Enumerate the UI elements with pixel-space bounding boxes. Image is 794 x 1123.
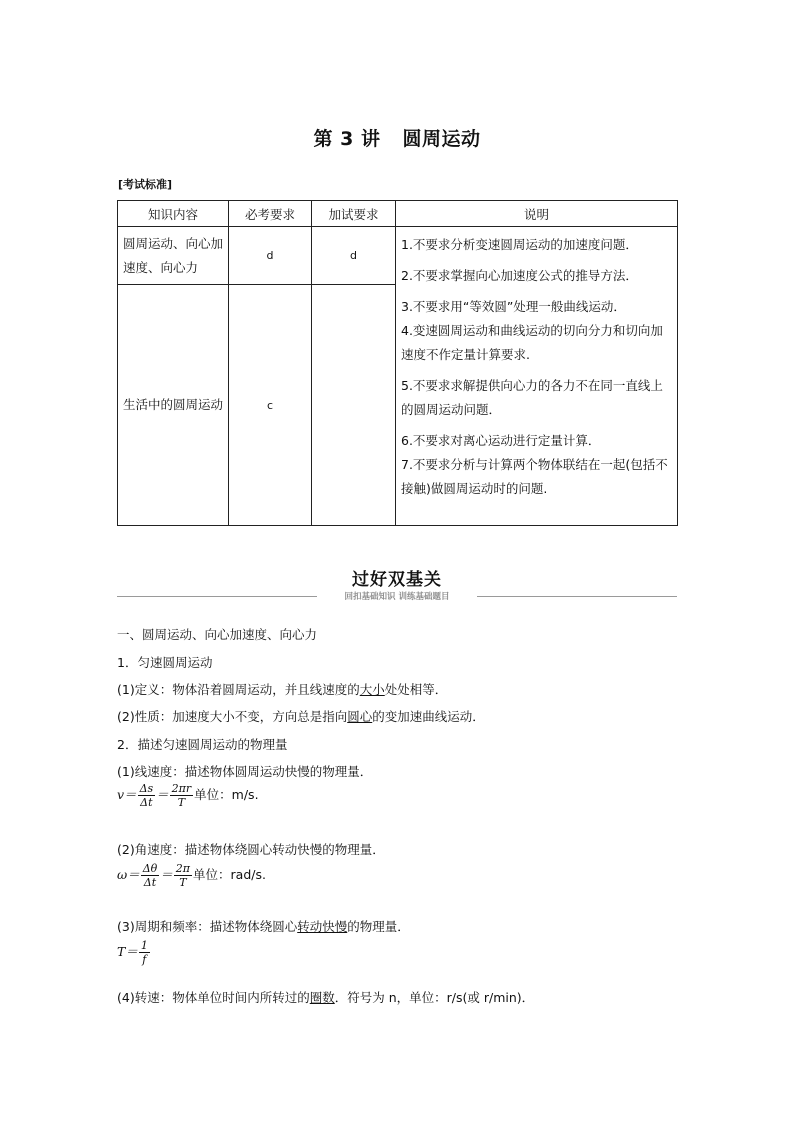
extra-cell: d (312, 227, 396, 285)
exam-standard-label: [考试标准] (118, 178, 173, 191)
property-line: (2)性质：加速度大小不变，方向总是指向圆心的变加速曲线运动． (117, 709, 485, 724)
fraction: $\frac{\Delta\theta}{\Delta t}$ (142, 862, 158, 889)
note-item: 7.不要求分析与计算两个物体联结在一起(包括不接触)做圆周运动时的问题. (401, 457, 668, 496)
header-knowledge: 知识内容 (118, 201, 229, 227)
exam-standard-table (117, 200, 678, 526)
fraction: $\frac{2\pi}{T}$ (175, 862, 191, 889)
page-title (0, 124, 794, 151)
rotation-speed-line: (4)转速：物体单位时间内所转过的圈数．符号为 n，单位：r/s(或 r/min)． (117, 990, 535, 1005)
note-item: 5.不要求求解提供向心力的各力不在同一直线上的圆周运动问题． (401, 378, 663, 417)
section-subtitle: 回扣基础知识 训练基础题目 (344, 592, 450, 602)
extra-cell (312, 285, 396, 526)
table-header-row (118, 201, 678, 227)
fraction: $\frac{2\pi r}{T}$ (171, 782, 192, 809)
angular-velocity-line: (2)角速度：描述物体绕圆心转动快慢的物理量． (117, 842, 385, 857)
note-item: 6.不要求对离心运动进行定量计算． (401, 433, 601, 448)
linear-velocity-line: (1)线速度：描述物体圆周运动快慢的物理量． (117, 764, 373, 779)
header-notes: 说明 (396, 201, 678, 227)
period-formula: T＝ $\frac{1}{f}$ (117, 939, 148, 966)
blank-answer: 大小 (359, 682, 385, 697)
note-item: 2.不要求掌握向心加速度公式的推导方法． (401, 268, 638, 283)
notes-cell (396, 227, 678, 526)
required-cell: d (229, 227, 312, 285)
table-row (118, 227, 678, 285)
note-item: 1.不要求分析变速圆周运动的加速度问题． (401, 237, 638, 252)
blank-answer: 圈数 (309, 990, 335, 1005)
subheading: 1．匀速圆周运动 (117, 655, 213, 670)
blank-answer: 转动快慢 (297, 919, 348, 934)
fraction: $\frac{1}{f}$ (140, 939, 148, 966)
lecture-number: 第 3 讲 (313, 128, 381, 150)
section-header (0, 565, 794, 602)
note-item: 3.不要求用“等效圆”处理一般曲线运动． (401, 299, 626, 314)
period-line: (3)周期和频率：描述物体绕圆心转动快慢的物理量． (117, 919, 410, 934)
heading-one: 一、圆周运动、向心加速度、向心力 (117, 627, 318, 642)
note-item: 4.变速圆周运动和曲线运动的切向分力和切向加速度不作定量计算要求. (401, 323, 663, 362)
lecture-topic: 圆周运动 (402, 128, 481, 150)
header-required: 必考要求 (229, 201, 312, 227)
blank-answer: 圆心 (347, 709, 373, 724)
definition-line: (1)定义：物体沿着圆周运动，并且线速度的大小处处相等． (117, 682, 448, 697)
required-cell: c (229, 285, 312, 526)
angular-formula: ω＝ $\frac{\Delta\theta}{\Delta t}$ ＝ $\frac{2\pi}{T}$ 单位：rad/s. (117, 862, 266, 889)
topic-cell: 圆周运动、向心加速度、向心力 (118, 227, 229, 285)
velocity-formula: v＝ $\frac{\Delta s}{\Delta t}$ ＝ $\frac{2\pi r}{T}$ 单位：m/s. (117, 782, 259, 809)
subheading: 2．描述匀速圆周运动的物理量 (117, 737, 288, 752)
section-title: 过好双基关 (352, 570, 442, 590)
fraction: $\frac{\Delta s}{\Delta t}$ (139, 782, 154, 809)
header-extra: 加试要求 (312, 201, 396, 227)
topic-cell: 生活中的圆周运动 (118, 285, 229, 526)
